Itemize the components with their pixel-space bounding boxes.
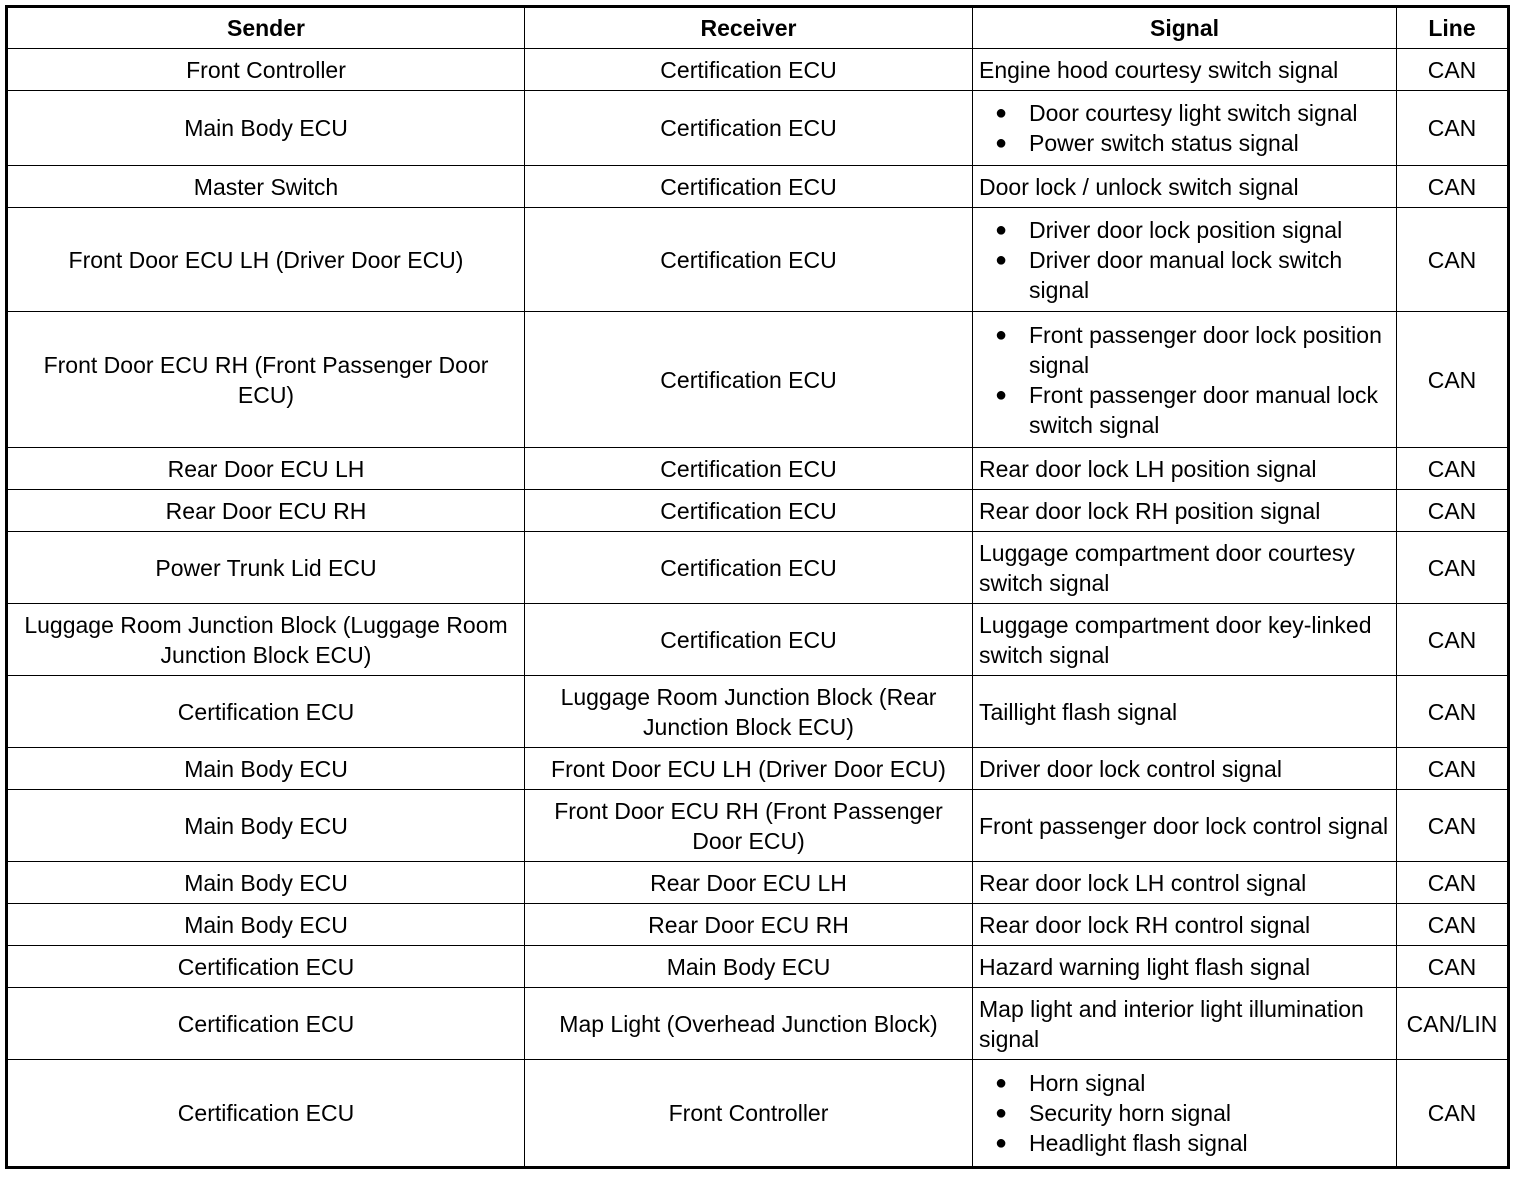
table-row — [7, 49, 1509, 91]
signal-cell — [973, 91, 1397, 166]
receiver-cell: Front Controller — [525, 1060, 973, 1168]
signal-cell — [973, 1060, 1397, 1168]
line-cell: CAN — [1397, 49, 1509, 91]
receiver-cell: Certification ECU — [525, 208, 973, 312]
receiver-cell: Certification ECU — [525, 532, 973, 604]
table-row — [7, 312, 1509, 448]
table-row — [7, 166, 1509, 208]
line-cell: CAN — [1397, 166, 1509, 208]
table-row — [7, 604, 1509, 676]
receiver-cell: Certification ECU — [525, 91, 973, 166]
signal-bullet-item: ● Door courtesy light switch signal — [979, 98, 1390, 128]
receiver-cell: Certification ECU — [525, 49, 973, 91]
receiver-cell: Front Door ECU LH (Driver Door ECU) — [525, 748, 973, 790]
receiver-cell: Rear Door ECU RH — [525, 904, 973, 946]
table-row — [7, 208, 1509, 312]
table-row — [7, 448, 1509, 490]
line-cell: CAN — [1397, 904, 1509, 946]
signal-cell: Taillight flash signal — [973, 676, 1397, 748]
signal-bullet-item: ● Front passenger door lock position signal — [979, 320, 1390, 380]
table-row — [7, 790, 1509, 862]
receiver-cell: Certification ECU — [525, 490, 973, 532]
line-cell: CAN/LIN — [1397, 988, 1509, 1060]
table-row — [7, 988, 1509, 1060]
receiver-cell: Certification ECU — [525, 448, 973, 490]
table-row — [7, 748, 1509, 790]
table-row — [7, 91, 1509, 166]
signal-bullet-item: ● Security horn signal — [979, 1098, 1390, 1128]
line-cell: CAN — [1397, 312, 1509, 448]
header-sender: Sender — [7, 7, 525, 49]
header-signal: Signal — [973, 7, 1397, 49]
signal-bullet-list — [979, 1068, 1390, 1158]
signal-table — [5, 5, 1510, 1169]
signal-bullet-item: ● Driver door manual lock switch signal — [979, 245, 1390, 305]
receiver-cell: Certification ECU — [525, 604, 973, 676]
line-cell: CAN — [1397, 490, 1509, 532]
sender-cell: Main Body ECU — [7, 862, 525, 904]
sender-cell: Certification ECU — [7, 988, 525, 1060]
line-cell: CAN — [1397, 676, 1509, 748]
header-row — [7, 7, 1509, 49]
signal-cell: Driver door lock control signal — [973, 748, 1397, 790]
table-row — [7, 532, 1509, 604]
sender-cell: Certification ECU — [7, 1060, 525, 1168]
receiver-cell: Front Door ECU RH (Front Passenger Door ECU) — [525, 790, 973, 862]
signal-cell: Luggage compartment door key-linked switch signal — [973, 604, 1397, 676]
sender-cell: Main Body ECU — [7, 790, 525, 862]
line-cell: CAN — [1397, 790, 1509, 862]
receiver-cell: Rear Door ECU LH — [525, 862, 973, 904]
table-row — [7, 1060, 1509, 1168]
signal-bullet-item: ● Power switch status signal — [979, 128, 1390, 158]
signal-cell: Map light and interior light illumination signal — [973, 988, 1397, 1060]
signal-bullet-item: ● Driver door lock position signal — [979, 215, 1390, 245]
line-cell: CAN — [1397, 532, 1509, 604]
line-cell: CAN — [1397, 946, 1509, 988]
signal-cell: Door lock / unlock switch signal — [973, 166, 1397, 208]
receiver-cell: Map Light (Overhead Junction Block) — [525, 988, 973, 1060]
signal-bullet-list — [979, 215, 1390, 305]
signal-cell: Luggage compartment door courtesy switch signal — [973, 532, 1397, 604]
signal-cell: Hazard warning light flash signal — [973, 946, 1397, 988]
signal-bullet-item: ● Headlight flash signal — [979, 1128, 1390, 1158]
line-cell: CAN — [1397, 448, 1509, 490]
sender-cell: Certification ECU — [7, 946, 525, 988]
signal-bullet-list — [979, 320, 1390, 440]
table-row — [7, 676, 1509, 748]
sender-cell: Front Door ECU LH (Driver Door ECU) — [7, 208, 525, 312]
sender-cell: Power Trunk Lid ECU — [7, 532, 525, 604]
line-cell: CAN — [1397, 91, 1509, 166]
line-cell: CAN — [1397, 604, 1509, 676]
sender-cell: Front Door ECU RH (Front Passenger Door ECU) — [7, 312, 525, 448]
line-cell: CAN — [1397, 862, 1509, 904]
sender-cell: Front Controller — [7, 49, 525, 91]
sender-cell: Luggage Room Junction Block (Luggage Room Junction Block ECU) — [7, 604, 525, 676]
sender-cell: Main Body ECU — [7, 91, 525, 166]
signal-bullet-item: ● Horn signal — [979, 1068, 1390, 1098]
signal-cell: Front passenger door lock control signal — [973, 790, 1397, 862]
line-cell: CAN — [1397, 208, 1509, 312]
line-cell: CAN — [1397, 748, 1509, 790]
table-row — [7, 862, 1509, 904]
table-row — [7, 904, 1509, 946]
sender-cell: Master Switch — [7, 166, 525, 208]
signal-cell: Rear door lock LH control signal — [973, 862, 1397, 904]
receiver-cell: Certification ECU — [525, 166, 973, 208]
sender-cell: Rear Door ECU LH — [7, 448, 525, 490]
signal-bullet-item: ● Front passenger door manual lock switch signal — [979, 380, 1390, 440]
sender-cell: Rear Door ECU RH — [7, 490, 525, 532]
signal-cell: Rear door lock RH control signal — [973, 904, 1397, 946]
sender-cell: Main Body ECU — [7, 904, 525, 946]
signal-cell — [973, 312, 1397, 448]
line-cell: CAN — [1397, 1060, 1509, 1168]
receiver-cell: Luggage Room Junction Block (Rear Junction Block ECU) — [525, 676, 973, 748]
table-row — [7, 490, 1509, 532]
sender-cell: Certification ECU — [7, 676, 525, 748]
signal-cell: Engine hood courtesy switch signal — [973, 49, 1397, 91]
header-line: Line — [1397, 7, 1509, 49]
table-row — [7, 946, 1509, 988]
receiver-cell: Certification ECU — [525, 312, 973, 448]
sender-cell: Main Body ECU — [7, 748, 525, 790]
header-receiver: Receiver — [525, 7, 973, 49]
receiver-cell: Main Body ECU — [525, 946, 973, 988]
signal-bullet-list — [979, 98, 1390, 158]
signal-cell: Rear door lock RH position signal — [973, 490, 1397, 532]
signal-cell — [973, 208, 1397, 312]
signal-cell: Rear door lock LH position signal — [973, 448, 1397, 490]
